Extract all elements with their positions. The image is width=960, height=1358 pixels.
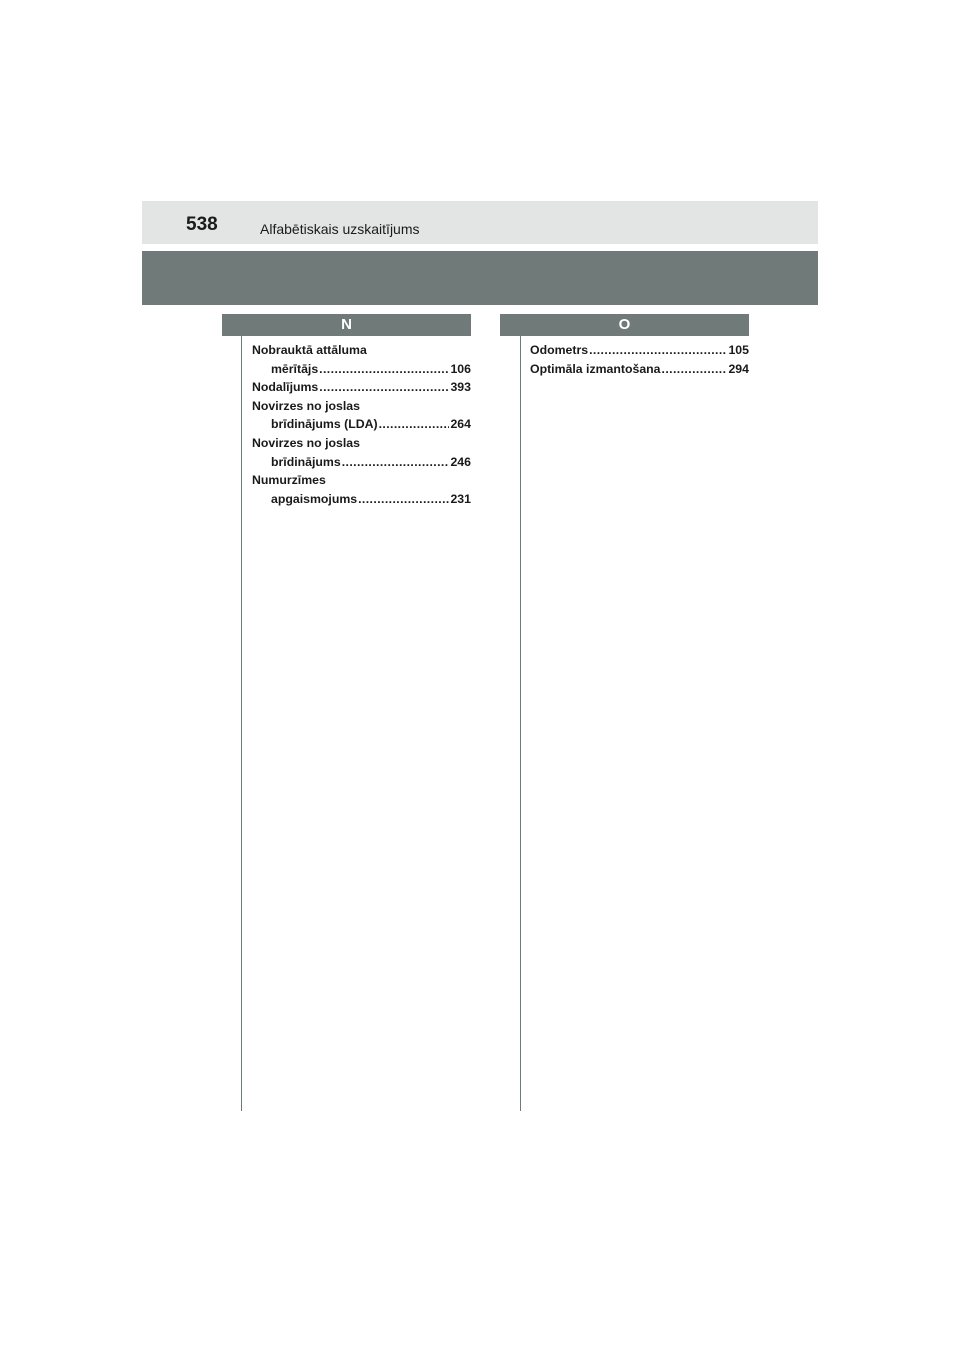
index-entry[interactable] bbox=[252, 434, 471, 471]
entry-subtitle: mērītājs bbox=[271, 361, 319, 376]
page-title: Alfabētiskais uzskaitījums bbox=[260, 221, 420, 237]
page-number: 538 bbox=[186, 214, 218, 235]
index-column-n bbox=[252, 341, 471, 508]
entry-page-number[interactable]: 264 bbox=[450, 417, 471, 432]
entry-title: Optimāla izmantošana bbox=[530, 361, 661, 376]
column-divider-o bbox=[520, 314, 521, 1111]
entry-title: Numurzīmes bbox=[252, 473, 326, 488]
index-entry[interactable] bbox=[252, 341, 471, 378]
page-header bbox=[142, 201, 818, 244]
entry-subtitle: brīdinājums bbox=[271, 454, 341, 469]
entry-subtitle: apgaismojums bbox=[271, 491, 358, 506]
entry-page-number[interactable]: 106 bbox=[450, 361, 471, 376]
dot-leader bbox=[589, 341, 727, 360]
dot-leader bbox=[319, 360, 449, 379]
index-entry[interactable] bbox=[530, 341, 749, 360]
entry-subtitle: brīdinājums (LDA) bbox=[271, 417, 378, 432]
entry-title: Novirzes no joslas bbox=[252, 435, 360, 450]
entry-page-number[interactable]: 246 bbox=[450, 454, 471, 469]
index-column-o bbox=[530, 341, 749, 378]
entry-title: Odometrs bbox=[530, 343, 589, 357]
index-entry[interactable] bbox=[252, 397, 471, 434]
dot-leader bbox=[319, 378, 449, 397]
dot-leader bbox=[358, 490, 449, 509]
index-entry[interactable] bbox=[252, 378, 471, 397]
dot-leader bbox=[342, 453, 450, 472]
entry-title: Nodalījums bbox=[252, 380, 319, 395]
entry-page-number[interactable]: 393 bbox=[450, 380, 471, 395]
section-banner bbox=[142, 251, 818, 305]
section-header-o: O bbox=[500, 314, 749, 336]
entry-page-number[interactable]: 231 bbox=[450, 491, 471, 506]
section-header-n: N bbox=[222, 314, 471, 336]
dot-leader bbox=[379, 415, 450, 434]
entry-page-number[interactable]: 294 bbox=[728, 361, 749, 376]
entry-page-number[interactable]: 105 bbox=[728, 343, 749, 357]
dot-leader bbox=[662, 360, 728, 379]
index-entry[interactable] bbox=[252, 471, 471, 508]
column-divider-n bbox=[241, 314, 242, 1111]
index-entry[interactable] bbox=[530, 360, 749, 379]
entry-title: Novirzes no joslas bbox=[252, 398, 360, 413]
entry-title: Nobrauktā attāluma bbox=[252, 343, 367, 357]
